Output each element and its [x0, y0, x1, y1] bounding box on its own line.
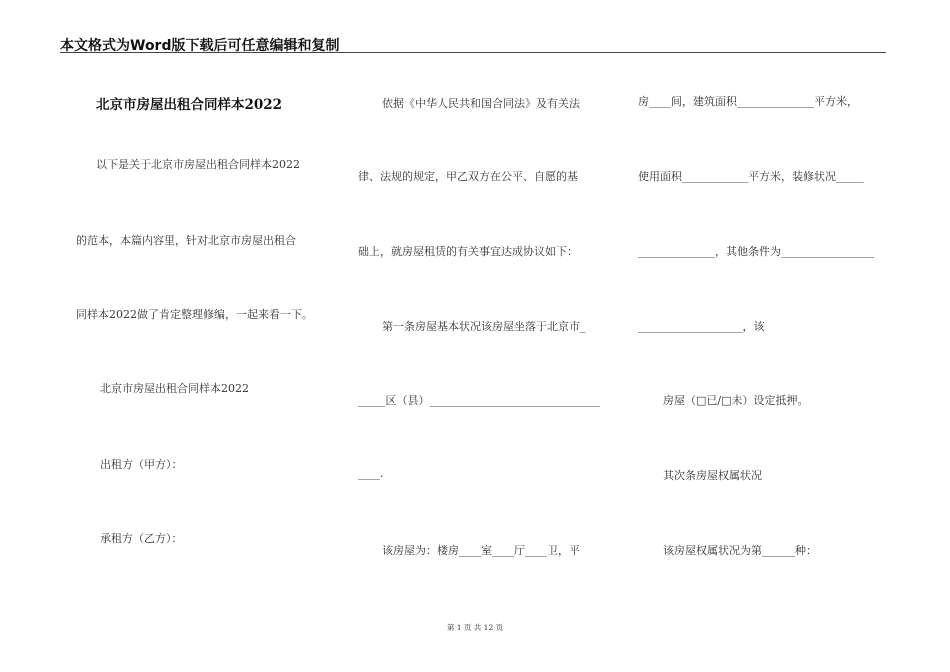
left-line-2: 的范本，本篇内容里，针对北京市房屋出租合 — [76, 234, 296, 247]
header-divider — [60, 52, 886, 53]
right-line-6: 其次条房屋权属状况 — [663, 469, 762, 482]
left-line-3: 同样本2022做了肯定整理修编，一起来看一下。 — [76, 308, 313, 321]
right-line-5: 房屋（□已/□未）设定抵押。 — [663, 394, 809, 407]
right-line-7: 该房屋权属状况为第______种： — [663, 544, 817, 557]
middle-line-4: 第一条房屋基本状况该房屋坐落于北京市_ — [382, 320, 586, 333]
middle-line-2: 律、法规的规定，甲乙双方在公平、自愿的基 — [358, 170, 578, 183]
middle-line-3: 础上，就房屋租赁的有关事宜达成协议如下： — [358, 245, 578, 258]
right-line-2: 使用面积____________平方米，装修状况_____ — [638, 170, 864, 183]
middle-line-7: 该房屋为：楼房____室____厅____卫，平 — [382, 544, 580, 557]
page-header: 本文格式为Word版下载后可任意编辑和复制 — [60, 38, 340, 54]
document-title: 北京市房屋出租合同样本2022 — [96, 97, 283, 113]
right-line-3: ______________，其他条件为_________________ — [638, 245, 875, 258]
left-line-5: 出租方（甲方）： — [100, 458, 183, 471]
left-line-4: 北京市房屋出租合同样本2022 — [100, 382, 249, 395]
left-line-1: 以下是关于北京市房屋出租合同样本2022 — [96, 158, 300, 171]
right-line-4: ___________________，该 — [638, 320, 765, 333]
right-line-1: 房____间，建筑面积______________平方米， — [638, 95, 858, 108]
middle-line-5: _____区（县）_______________________________ — [358, 394, 600, 407]
middle-line-1: 依据《中华人民共和国合同法》及有关法 — [382, 97, 580, 110]
left-line-6: 承租方（乙方）： — [100, 532, 183, 545]
page-footer: 第 1 页 共 12 页 — [446, 623, 504, 632]
middle-line-6: ____. — [358, 467, 384, 480]
